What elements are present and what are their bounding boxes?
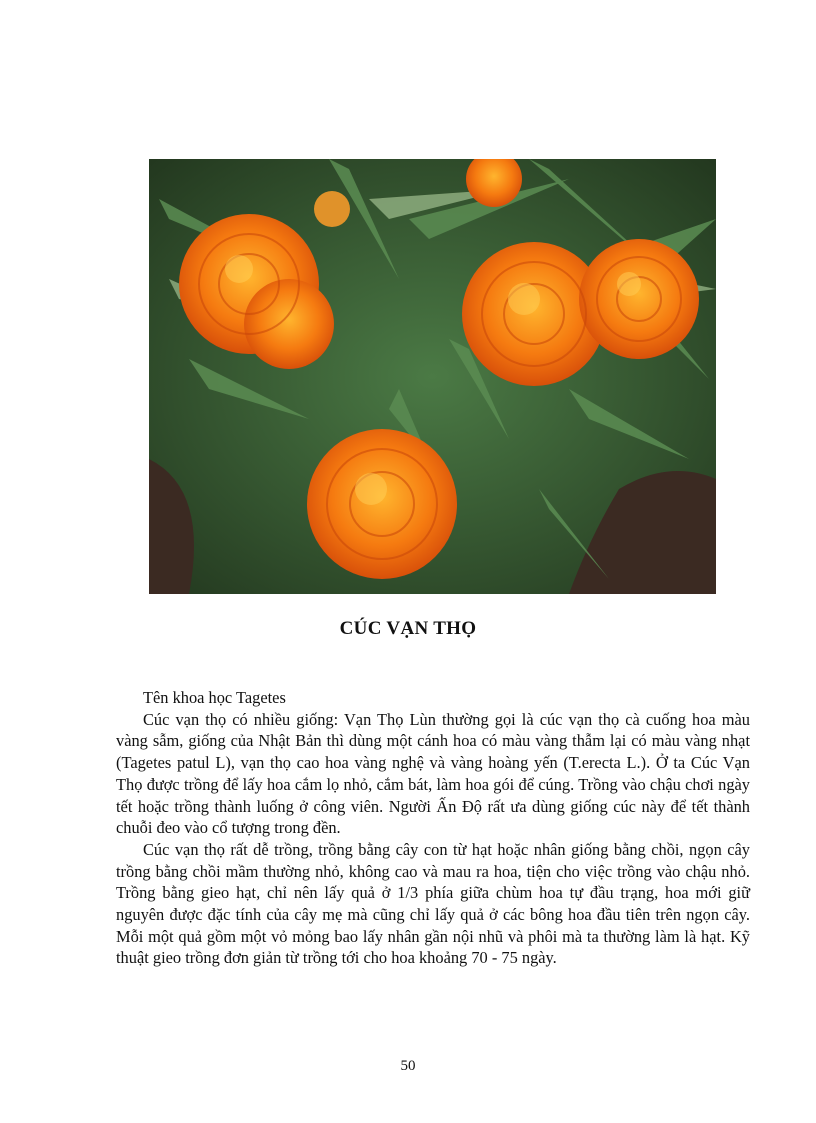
marigold-photo [149,159,716,594]
scientific-name-paragraph: Tên khoa học Tagetes [143,688,286,707]
marigold-illustration [149,159,716,594]
page-number: 50 [400,1058,416,1074]
varieties-paragraph: Cúc vạn thọ có nhiều giống: Vạn Thọ Lùn thường gọi là cúc vạn thọ cà cuống hoa màu vàng sẫm, giống của Nhật Bản thì dùng một cánh hoa có màu vàng thẫm lại có màu vàng nhạt (Tagetes patul L), vạn thọ cao hoa vàng nghệ và vàng hoàng yến (T.erecta L.). Ở ta Cúc Vạn Thọ được trồng để lấy hoa cắm lọ nhỏ, cắm bát, làm hoa gói để cúng. Trồng vào chậu chơi ngày tết hoặc trồng thành luống ở công viên. Người Ấn Độ rất ưa dùng giống cúc này để tết thành chuỗi đeo vào cổ tượng trong đền. [116,709,750,838]
cultivation-paragraph: Cúc vạn thọ rất dễ trồng, trồng bằng cây con từ hạt hoặc nhân giống bằng chồi, ngọn cây trồng bằng chồi mầm thường nhỏ, không cao và mau ra hoa, tiện cho việc trồng vào chậu nhỏ. Trồng bằng gieo hạt, chỉ nên lấy quả ở 1/3 phía giữa chùm hoa tự đầu trạng, hoa mới giữ nguyên được đặc tính của cây mẹ mà cũng chỉ lấy quả ở các bông hoa đầu tiên trên ngọn cây. Mỗi một quả gồm một vỏ mỏng bao lấy nhân gần nội nhũ và phôi mà ta thường làm là hạt. Kỹ thuật gieo trồng đơn giản từ trồng tới cho hoa khoảng 70 - 75 ngày. [116,839,750,968]
page-title: CÚC VẠN THỌ [339,618,477,639]
body-text [116,687,750,969]
